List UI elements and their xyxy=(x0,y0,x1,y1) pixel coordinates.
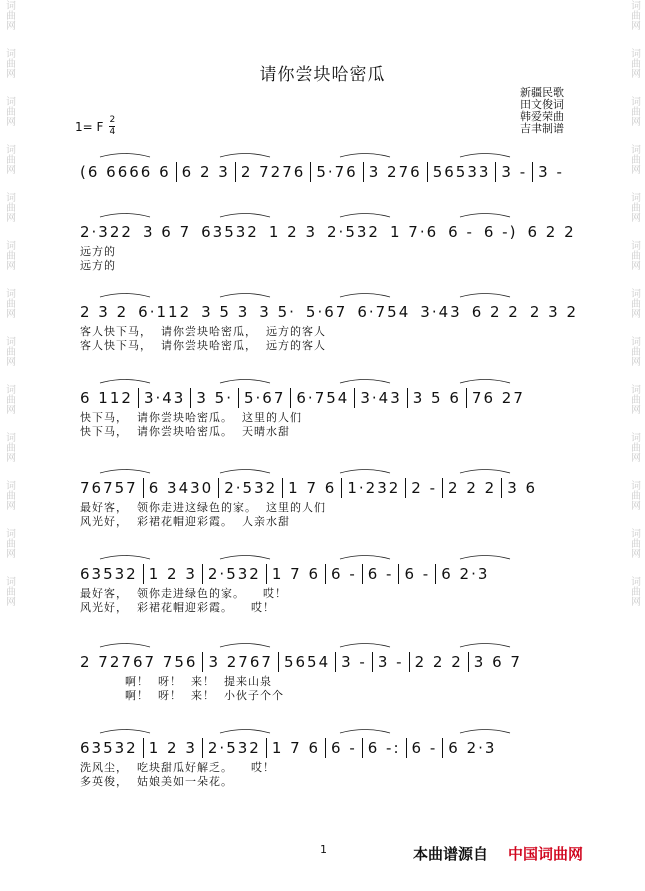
measure: 6 -) xyxy=(483,223,518,241)
measure: 2·532 xyxy=(207,739,261,757)
lyric-line-verse-2: 快下马， 请你尝块哈密瓜。 天晴水甜 xyxy=(80,425,290,438)
watermark-text: 词曲网 xyxy=(628,144,640,174)
music-system xyxy=(80,218,576,273)
credit-origin: 新疆民歌 xyxy=(520,86,564,99)
barline xyxy=(143,564,144,584)
watermark-text: 词曲网 xyxy=(3,48,15,78)
watermark-text: 词曲网 xyxy=(628,0,640,30)
slur-marks xyxy=(80,726,570,734)
measure: 6·112 xyxy=(138,303,192,321)
watermark-text: 词曲网 xyxy=(3,240,15,270)
measure: 5·76 xyxy=(316,163,358,181)
slur-marks xyxy=(80,640,570,648)
barline xyxy=(362,738,363,758)
lyric-line-verse-2: 客人快下马， 请你尝块哈密瓜， 远方的客人 xyxy=(80,339,326,352)
measure: 5·67 xyxy=(243,389,286,407)
barline xyxy=(409,652,410,672)
measure: 3 5· xyxy=(259,303,296,321)
measure: 63532 xyxy=(80,565,138,583)
watermark-text: 词曲网 xyxy=(3,576,15,606)
measure: 6 - xyxy=(404,565,431,583)
watermark-text: 词曲网 xyxy=(628,336,640,366)
barline xyxy=(354,388,355,408)
right-watermark xyxy=(627,0,641,891)
time-sig-bottom: 4 xyxy=(109,127,116,137)
slur-marks xyxy=(80,552,570,560)
time-signature xyxy=(109,116,115,137)
measure: 6 2·3 xyxy=(441,565,490,583)
measure: 3·43 xyxy=(143,389,186,407)
measure: 56533 xyxy=(432,163,491,181)
music-system xyxy=(80,158,570,185)
measure: 2 3 2 xyxy=(80,303,129,321)
barline xyxy=(427,162,428,182)
slur-marks xyxy=(80,466,570,474)
watermark-text: 词曲网 xyxy=(3,288,15,318)
measure: 6 - xyxy=(411,739,438,757)
music-system xyxy=(80,734,570,789)
key-label: 1= F xyxy=(75,119,104,134)
barline xyxy=(176,162,177,182)
watermark-text: 词曲网 xyxy=(628,96,640,126)
watermark-text: 词曲网 xyxy=(3,0,15,30)
barline xyxy=(466,388,467,408)
notation-row xyxy=(80,158,570,185)
measure: 6 2 2 xyxy=(527,223,576,241)
measure: 3 5 3 xyxy=(201,303,250,321)
measure: 6 2 3 xyxy=(181,163,230,181)
barline xyxy=(278,652,279,672)
watermark-text: 词曲网 xyxy=(628,384,640,414)
barline xyxy=(372,652,373,672)
slur-marks xyxy=(80,150,570,158)
measure: 3·43 xyxy=(420,303,462,321)
watermark-text: 词曲网 xyxy=(3,432,15,462)
slur-marks xyxy=(80,376,570,384)
watermark-text: 词曲网 xyxy=(628,288,640,318)
measure: 2 2 2 xyxy=(414,653,463,671)
measure: 5654 xyxy=(283,653,331,671)
barline xyxy=(143,478,144,498)
notation-row xyxy=(80,734,570,761)
notation-row xyxy=(80,218,576,245)
barline xyxy=(398,564,399,584)
measure: 1 7 6 xyxy=(271,565,321,583)
watermark-text: 词曲网 xyxy=(3,192,15,222)
barline xyxy=(325,738,326,758)
measure: 6·754 xyxy=(357,303,411,321)
barline xyxy=(218,478,219,498)
barline xyxy=(501,478,502,498)
barline xyxy=(405,478,406,498)
measure: 3 6 7 xyxy=(473,653,522,671)
barline xyxy=(442,738,443,758)
watermark-text: 词曲网 xyxy=(3,144,15,174)
measure: 6 - xyxy=(367,565,394,583)
music-system xyxy=(80,298,579,353)
barline xyxy=(202,652,203,672)
measure: 2 72767 756 xyxy=(80,653,198,671)
watermark-text: 词曲网 xyxy=(628,528,640,558)
barline xyxy=(266,564,267,584)
measure: 6 -: xyxy=(367,739,401,757)
measure: 5·67 xyxy=(305,303,348,321)
measure: 3 - xyxy=(501,163,528,181)
lyric-line-verse-1: 啊！ 呀！ 来！ 提来山泉 xyxy=(80,675,272,688)
barline xyxy=(143,738,144,758)
watermark-text: 词曲网 xyxy=(628,432,640,462)
barline xyxy=(406,738,407,758)
barline xyxy=(532,162,533,182)
music-system xyxy=(80,384,570,439)
measure: 3 5 6 xyxy=(412,389,461,407)
barline xyxy=(325,564,326,584)
measure: 6 - xyxy=(331,565,357,583)
lyric-line-verse-1: 最好客， 领你走进绿色的家。 哎！ xyxy=(80,587,287,600)
lyric-line-verse-2: 风光好， 彩裙花帽迎彩霞。 哎！ xyxy=(80,601,275,614)
barline xyxy=(407,388,408,408)
credit-transcriber: 吉聿制谱 xyxy=(520,122,564,135)
measure: 6 - xyxy=(448,223,474,241)
barline xyxy=(235,162,236,182)
measure: 6 3430 xyxy=(148,479,214,497)
notation-row xyxy=(80,648,570,675)
measure: 63532 xyxy=(201,223,259,241)
watermark-text: 词曲网 xyxy=(3,384,15,414)
barline xyxy=(341,478,342,498)
measure: 2 3 2 xyxy=(529,303,579,321)
measure: 3 6 xyxy=(507,479,538,497)
measure: 3 5· xyxy=(196,389,233,407)
source-prefix: 本曲谱源自 xyxy=(413,845,489,863)
music-system xyxy=(80,474,570,529)
measure: 3 6 7 xyxy=(142,223,192,241)
music-system xyxy=(80,648,570,703)
credits-block xyxy=(520,87,564,135)
measure: 1 7·6 xyxy=(389,223,439,241)
lyric-line-verse-2: 风光好， 彩裙花帽迎彩霞。 人亲水甜 xyxy=(80,515,290,528)
watermark-text: 词曲网 xyxy=(3,480,15,510)
measure: 1 2 3 xyxy=(148,565,197,583)
page-number: 1 xyxy=(320,843,327,856)
lyric-line-verse-1: 快下马， 请你尝块哈密瓜。 这里的人们 xyxy=(80,411,302,424)
barline xyxy=(495,162,496,182)
barline xyxy=(190,388,191,408)
watermark-text: 词曲网 xyxy=(628,576,640,606)
credit-composer: 韩爱荣曲 xyxy=(520,110,564,123)
measure: 2·532 xyxy=(207,565,261,583)
notation-row xyxy=(80,384,570,411)
slur-marks xyxy=(80,290,570,298)
barline xyxy=(238,388,239,408)
lyric-line-verse-2: 远方的 xyxy=(80,259,116,272)
barline xyxy=(335,652,336,672)
measure: 2 2 2 xyxy=(448,479,497,497)
measure: 3 - xyxy=(341,653,367,671)
measure: 76 27 xyxy=(471,389,525,407)
barline xyxy=(282,478,283,498)
measure: 1 7 6 xyxy=(288,479,337,497)
measure: 2·532 xyxy=(224,479,278,497)
lyric-line-verse-2: 啊！ 呀！ 来！ 小伙子个个 xyxy=(80,689,284,702)
measure: 3·43 xyxy=(360,389,402,407)
time-sig-top: 2 xyxy=(109,115,116,125)
watermark-text: 词曲网 xyxy=(628,240,640,270)
watermark-text: 词曲网 xyxy=(3,96,15,126)
barline xyxy=(435,564,436,584)
watermark-text: 词曲网 xyxy=(628,480,640,510)
measure: 1 2 3 xyxy=(268,223,318,241)
measure: 6 2·3 xyxy=(448,739,497,757)
credit-lyricist: 田文俊词 xyxy=(520,98,564,111)
measure: 76757 xyxy=(80,479,138,497)
barline xyxy=(266,738,267,758)
measure: 1 2 3 xyxy=(148,739,197,757)
source-credit xyxy=(413,843,583,864)
source-brand: 中国词曲网 xyxy=(508,845,584,863)
measure: 3 276 xyxy=(368,163,422,181)
measure: 1 7 6 xyxy=(271,739,321,757)
barline xyxy=(310,162,311,182)
notation-row xyxy=(80,298,579,325)
lyric-line-verse-1: 远方的 xyxy=(80,245,116,258)
measure: 3 - xyxy=(538,163,564,181)
barline xyxy=(362,564,363,584)
measure: 6 112 xyxy=(80,389,133,407)
barline xyxy=(468,652,469,672)
lyric-line-verse-1: 客人快下马， 请你尝块哈密瓜， 远方的客人 xyxy=(80,325,326,338)
measure: 3 - xyxy=(377,653,404,671)
measure: 63532 xyxy=(80,739,138,757)
watermark-text: 词曲网 xyxy=(628,48,640,78)
measure: 2·322 xyxy=(80,223,133,241)
left-watermark xyxy=(2,0,16,891)
barline xyxy=(138,388,139,408)
measure: 1·232 xyxy=(347,479,401,497)
lyric-line-verse-1: 最好客， 领你走进这绿色的家。 这里的人们 xyxy=(80,501,326,514)
watermark-text: 词曲网 xyxy=(628,192,640,222)
measure: 2·532 xyxy=(327,223,380,241)
measure: 6·754 xyxy=(296,389,350,407)
watermark-text: 词曲网 xyxy=(3,336,15,366)
barline xyxy=(202,738,203,758)
barline xyxy=(290,388,291,408)
measure: 2 7276 xyxy=(240,163,306,181)
slur-marks xyxy=(80,210,570,218)
measure: 2 - xyxy=(411,479,438,497)
measure: (6 6666 6 xyxy=(80,163,171,181)
notation-row xyxy=(80,474,570,501)
lyric-line-verse-1: 洗风尘， 吃块甜瓜好解乏。 哎！ xyxy=(80,761,275,774)
barline xyxy=(202,564,203,584)
measure: 6 2 2 xyxy=(471,303,520,321)
music-system xyxy=(80,560,570,615)
barline xyxy=(363,162,364,182)
measure: 6 - xyxy=(331,739,357,757)
measure: 3 2767 xyxy=(208,653,273,671)
barline xyxy=(442,478,443,498)
lyric-line-verse-2: 多英俊， 姑娘美如一朵花。 xyxy=(80,775,233,788)
song-title: 请你尝块哈密瓜 xyxy=(259,65,386,85)
notation-row xyxy=(80,560,570,587)
key-signature xyxy=(75,116,115,137)
watermark-text: 词曲网 xyxy=(3,528,15,558)
